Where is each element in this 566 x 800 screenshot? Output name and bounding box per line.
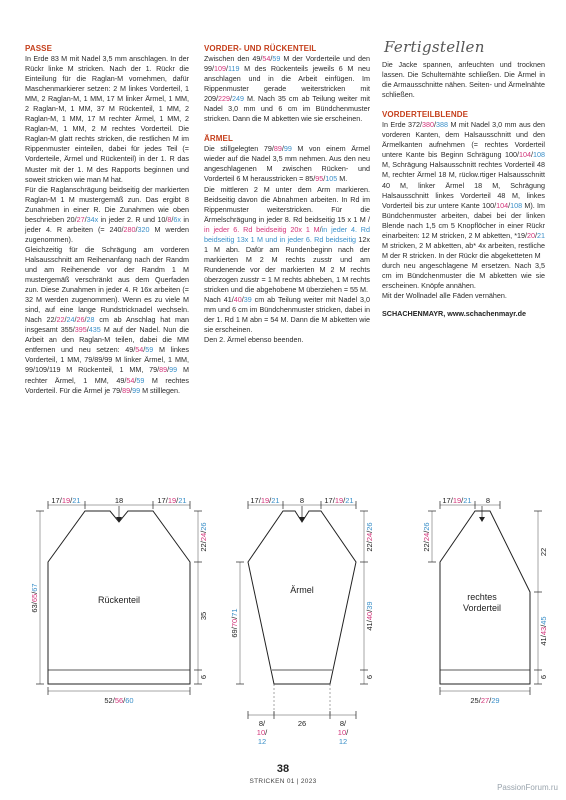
sleeve-left-dim: 69/70/71 [230,608,239,638]
section-heading-passe: PASSE [25,44,53,53]
sleeve-bottom-mid-dim: 26 [297,719,307,728]
magazine-issue: STRICKEN 01 | 2023 [249,778,317,785]
back-top-right-dim: 17/19/21 [157,496,187,505]
section-heading-sleeve: ÄRMEL [204,134,233,144]
front-left-top-dim: 22/24/26 [422,522,431,552]
back-right-bot-dim: 6 [199,674,208,680]
front-band-paragraph-1: In Erde 372/380/388 M mit Nadel 3,0 mm aus den vorderen Kanten, dem Halsausschnitt und den Ärmelkanten aufnehmen (= rechtes Vorderteil untere Kante bis Beginn Schrägung 100/104/108 M, Schrägung Halsausschnitt rechtes Vorderteil 48 M, rechter Ärmel 18 M, rückw.rtiger Halsausschnitt 40 M, linker Ärmel 18 M, Schrägung Halsausschnitt linkes Vorderteil 48 M, linkes Vorderteil bis zur untere Kante 100/104/108 M). Im Bündchenmuster arbeiten, dabei bei der linken Blende nach 1,5 cm 5 Knopflöcher in einer Rückr einarbeiten: 12 M stricken, 2 M abketten, *19/20/21 M stricken, 2 M abketten, ab* 4x arbeiten, restliche M der R stricken. In der Rückr die abgeketteten M [382,120,545,260]
front-label-line2: Vorderteil [462,603,502,613]
sleeve-right-top-dim: 22/24/26 [365,522,374,552]
back-right-mid-dim: 35 [199,611,208,621]
body-paragraph: Zwischen den 49/54/59 M der Vorderteile und den 99/109/119 M des Rückenteils jeweils 6 M neu anschlagen und in die Arbeit einfügen. Im Rippenmuster gerade weiterstricken mit 209/229/249 M. Nach 35 cm ab Teilung weiter mit Nadel 3,0 mm und 6 cm im Bündchenmuster stricken. Dann die M abketten wie sie erscheinen. [204,54,370,124]
section-heading-front-band: VORDERTEILBLENDE [382,110,469,120]
sleeve-bottom-left-dim-3: 12 [257,737,267,746]
sleeve-paragraph-1: Die stillgelegten 79/89/99 M von einem Ärmel wieder auf die Nadel 3,5 mm nehmen. Aus den neu angeschlagenen M zwischen Rücken- und Vorderteil 6 M herausstricken = 85/95/105 M. [204,144,370,184]
sleeve-bottom-left-dim: 8/ [258,719,266,728]
page-number: 38 [276,763,290,775]
passe-paragraph-1: In Erde 83 M mit Nadel 3,5 mm anschlagen. In der Rückr linke M stricken. Nach der 1. Rückr die Einteilung für die Raglan-M vornehmen, dafür Maschenmarkierer setzen: 2 M linkes Vorderteil, 1 MM, 2 Raglan-M, 1 MM, 17 M linker Ärmel, 1 MM, 2 Raglan-M, 1 MM, 37 M Rückenteil, 1 MM, 2 Raglan-M, 1 MM, 17 M rechter Ärmel, 1 MM, 2 Raglan-M, 1 MM, 2 M rechtes Vorderteil. Die Raglan-M glatt rechts stricken, die restlichen M im Rippenmuster einteilen, dabei für jedes Teil (= Vorderteile, Ärmel und Rückenteil) in der 1. R das Muster mit der 1. M des Rapports beginnen und soweit stricken wie man M hat. [25,54,189,184]
sleeve-paragraph-3: Nach 41/40/39 cm ab Teilung weiter mit Nadel 3,0 mm und 6 cm im Bündchenmuster stricken, dabei in der 1. Rd 1 M abn = 54 M. Dann die M abketten wie sie erscheinen. [204,295,370,335]
sleeve-top-mid-dim: 8 [299,496,305,505]
front-band-paragraph-2: durch neu angeschlagene M ersetzen. Nach 3,5 cm im Bündchenmuster die M abketten wie sie erscheinen. Knöpfe annähen. [382,260,545,290]
front-top-left-dim: 17/19/21 [442,496,472,505]
passe-paragraph-2: Für die Raglanschrägung beidseitig der markierten Raglan-M 1 M mustergemäß zun. Das ergibt 8 Zunahmen in einer R. Die Zunahmen wie oben beschrieben 20/27/34x in jeder 2. R und 10/8/6x in jeder 4. R arbeiten (= 240/280/320 M werden zugenommen). [25,184,190,244]
back-label: Rückenteil [97,595,141,605]
back-right-top-dim: 22/24/26 [199,522,208,552]
brand-credit: SCHACHENMAYR, www.schachenmayr.de [382,309,527,319]
sleeve-bottom-right-dim-2: 10/ [337,728,349,737]
sleeve-bottom-left-dim-2: 10/ [256,728,268,737]
sleeve-label: Ärmel [290,585,314,595]
finishing-script-title: Fertigstellen [384,38,485,56]
back-top-left-dim: 17/19/21 [51,496,81,505]
back-left-dim: 63/65/67 [30,583,39,613]
sleeve-paragraph-4: Den 2. Ärmel ebenso beenden. [204,335,304,345]
front-right-mid-dim: 41/43/45 [539,616,548,646]
back-top-mid-dim: 18 [114,496,124,505]
sleeve-right-mid-dim: 41/40/39 [365,601,374,631]
front-top-mid-dim: 8 [485,496,491,505]
sleeve-top-left-dim: 17/19/21 [250,496,280,505]
finishing-paragraph: Die Jacke spannen, anfeuchten und trocknen lassen. Die Schulternähte schließen. Die Ärmel in die Armausschnitte nähen. Seiten- und Ärmelnähte schließen. [382,60,545,100]
front-band-paragraph-3: Mit der Wollnadel alle Fäden vernähen. [382,291,507,301]
sleeve-paragraph-2: Die mittleren 2 M unter dem Arm markieren. Beidseitig davon die Abnahmen arbeiten. In Rd im Rippenmuster weiterstricken. Für die Ärmelschrägung in jeder 8. Rd beidseitig 15 x 1 M / in jeder 6. Rd beidseitig 20x 1 M/in jeder 4. Rd beidseitig 13x 1 M und in jeder 6. Rd beidseitig 12x 1 M abn. Dafür am Rundenbeginn nach der markierten M 2 M rechts zusstr und am Rundenende vor der markierten M 2 M rechts überzogen zusstr = 1 M rechts abheben, 1 M rechts stricken und die abgehobene M überziehen = 55 M. [204,184,370,294]
sleeve-top-right-dim: 17/19/21 [324,496,354,505]
front-bottom-dim: 25/27/29 [470,696,500,705]
sleeve-bottom-right-dim: 8/ [339,719,347,728]
back-bottom-dim: 52/56/60 [104,696,134,705]
section-heading-body: VORDER- UND RÜCKENTEIL [204,44,317,53]
sleeve-right-bot-dim: 6 [365,674,374,680]
front-label-line1: rechtes [467,592,497,602]
passe-paragraph-3: Gleichzeitig für die Schrägung am vorderen Halsausschnitt am Reihenanfang nach der Randm und am Reihenende vor der Randm 1 M mustergemäß verschränkt aus dem Querfaden zun. Diese Zunahmen in jeder 4. R 16x arbeiten (= 32 M werden zugenommen). Wenn es zu viele M sind, auf eine lange Rundstricknadel wechseln. Nach 22/22/24/26/28 cm ab Anschlag hat man insgesamt 355/395/435 M auf der Nadel. Nun die Arbeit an den Raglan-M teilen, dabei die MM entfernen und neu setzen: 49/54/59 M linkes Vorderteil, 1 MM, 79/89/99 M linker Ärmel, 1 MM, 99/109/119 M Rückenteil, 1 MM, 79/89/99 M rechter Ärmel, 1 MM, 49/54/59 M rechtes Vorderteil. Für die Ärmel je 79/89/99 M stilllegen. [25,244,190,395]
watermark: PassionForum.ru [497,783,558,792]
front-right-bot-dim: 6 [539,674,548,680]
sleeve-outline [248,511,356,684]
sleeve-bottom-right-dim-3: 12 [338,737,348,746]
front-right-top-dim: 22 [539,547,548,557]
